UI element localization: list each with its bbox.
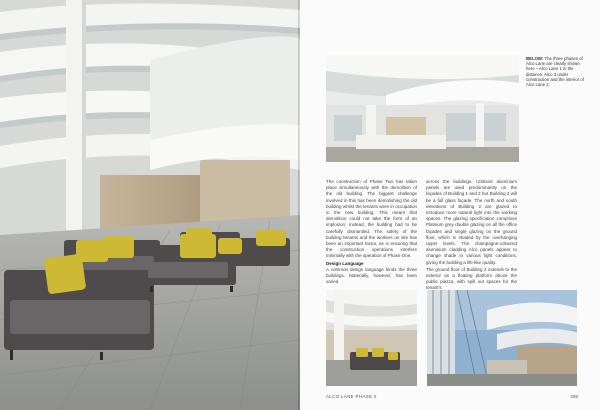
facade-photo [427,290,577,386]
text-column-2 [426,179,517,292]
body-paragraph: The construction of Phase Two has taken place simultaneously with the demolition of the old building. The biggest challenge involved in this has been demolishing the old building whilst the tenants were in occupation in the new building. This meant that demolition could not take the form of an implosion; instead, the building had to be carefully dismantled. The safety of the building tenants and the workers on site has been an important factor, as is ensuring that the construction operations interfere minimally with the operation of Phase One. [326,179,417,259]
caption-lead: BELOW: [526,56,544,61]
text-column-1 [326,179,417,285]
lounge-photo-small [326,290,417,386]
body-paragraph: The ground floor of Building 2 extends to the exterior as a floating platform above the public piazza, with spill out spaces for the tenant's [426,266,517,291]
body-paragraph: A common design language binds the three buildings. Materially, however, has been varied [326,266,417,285]
caption-text: The three phases of Alco Lane are clearly shown here – Alco Lane 1 in the distance, Alco 3 under construction and the interior of Alco Lane 2. [526,56,584,88]
section-heading: Design Language [326,260,364,266]
running-title: ALCO LANE PHASE 2 [326,394,377,399]
photo-caption [526,56,588,87]
lobby-photo [326,55,519,162]
page-number: 295 [570,394,578,399]
body-paragraph: across the buildings. Unitised aluminium panels are used predominantly on the façades of Building 1 and 2 but Building 3 will be a full glass façade. The north and south elevations of Building 2 are glazed to introduce more natural light into the working spaces. The glazing specification comprises Platinum grey double glazing on all the office façades and single glazing on the ground floor, which is shaded by the overhanging upper levels. The champagne-coloured aluminium cladding Alco panels appear to change shade in various light conditions, giving the building a life-like quality. [426,179,517,265]
right-page [300,0,600,410]
